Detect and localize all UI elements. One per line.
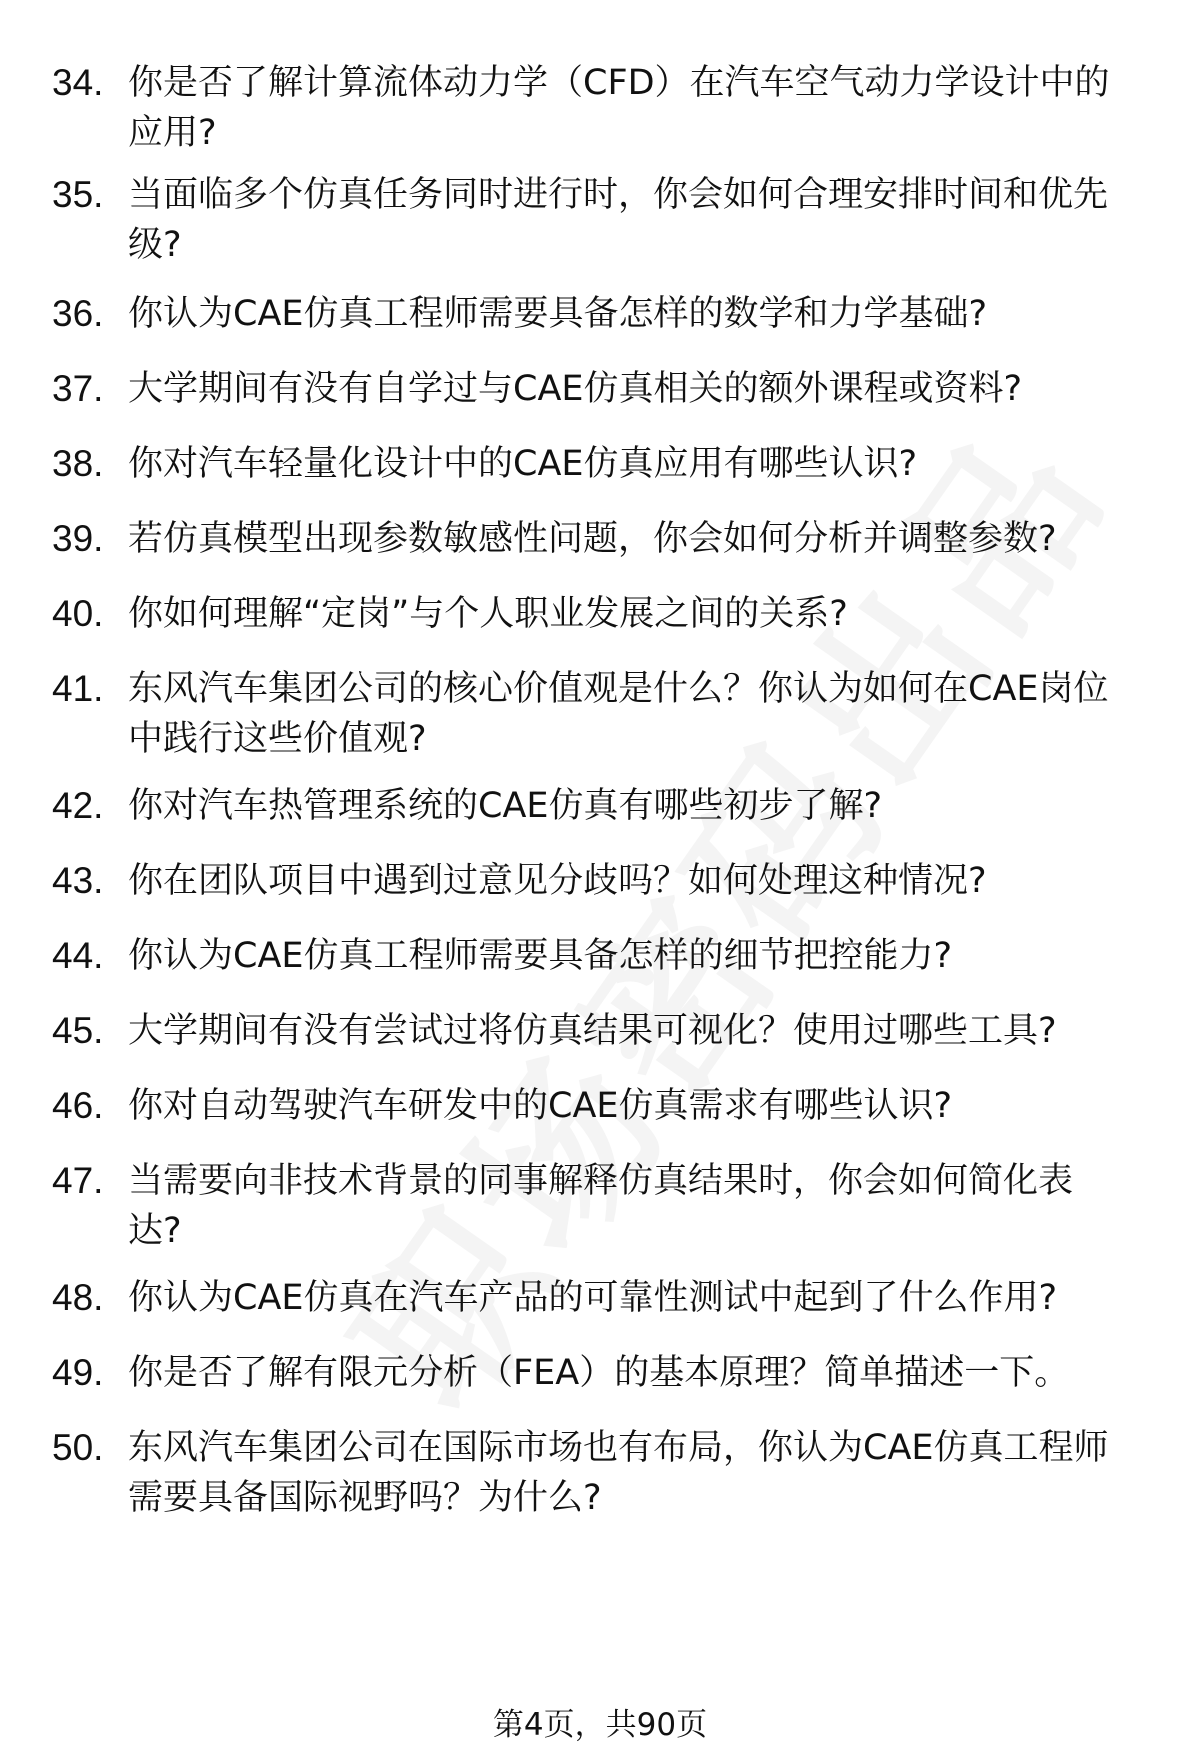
question-number: 37. [52,368,104,409]
question-number: 45. [52,1010,104,1051]
question-line: 达? [128,1211,182,1251]
question-number: 46. [52,1085,104,1126]
question-text [128,514,1138,564]
question-line: 大学期间有没有尝试过将仿真结果可视化？使用过哪些工具? [128,1011,1057,1051]
question-text [128,58,1138,158]
question-line: 你认为CAE仿真在汽车产品的可靠性测试中起到了什么作用? [128,1278,1058,1318]
question-line: 你认为CAE仿真工程师需要具备怎样的数学和力学基础? [128,294,988,334]
question-line: 东风汽车集团公司在国际市场也有布局，你认为CAE仿真工程师 [128,1428,1109,1468]
question-line: 当面临多个仿真任务同时进行时，你会如何合理安排时间和优先 [128,175,1109,215]
question-text [128,589,1138,639]
question-text [128,364,1138,414]
question-number: 47. [52,1160,104,1201]
question-line: 你在团队项目中遇到过意见分歧吗？如何处理这种情况? [128,861,987,901]
question-line: 东风汽车集团公司的核心价值观是什么？你认为如何在CAE岗位 [128,669,1109,709]
question-number: 34. [52,62,104,103]
question-text [128,1423,1138,1523]
question-text [128,289,1138,339]
question-text [128,856,1138,906]
question-number: 40. [52,593,104,634]
question-text [128,1006,1138,1056]
question-text [128,1156,1138,1256]
question-text [128,170,1138,270]
question-text [128,931,1138,981]
question-line: 你是否了解有限元分析（FEA）的基本原理？简单描述一下。 [128,1353,1070,1393]
question-number: 48. [52,1277,104,1318]
question-number: 50. [52,1427,104,1468]
question-number: 44. [52,935,104,976]
question-number: 39. [52,518,104,559]
question-line: 你对汽车热管理系统的CAE仿真有哪些初步了解? [128,786,883,826]
question-text [128,1273,1138,1323]
question-number: 38. [52,443,104,484]
question-number: 41. [52,668,104,709]
question-line: 需要具备国际视野吗？为什么? [128,1478,602,1518]
question-number: 35. [52,174,104,215]
page-footer: 第4页，共90页 [492,1707,708,1743]
question-line: 中践行这些价值观? [128,719,427,759]
question-line: 你认为CAE仿真工程师需要具备怎样的细节把控能力? [128,936,953,976]
question-line: 你是否了解计算流体动力学（CFD）在汽车空气动力学设计中的 [128,63,1110,103]
question-text [128,664,1138,764]
question-line: 大学期间有没有自学过与CAE仿真相关的额外课程或资料? [128,369,1023,409]
question-line: 若仿真模型出现参数敏感性问题，你会如何分析并调整参数? [128,519,1057,559]
question-line: 你如何理解“定岗”与个人职业发展之间的关系? [128,594,848,634]
question-number: 36. [52,293,104,334]
question-line: 级? [128,225,182,265]
question-line: 当需要向非技术背景的同事解释仿真结果时，你会如何简化表 [128,1161,1074,1201]
question-text [128,1081,1138,1131]
question-number: 43. [52,860,104,901]
question-text [128,781,1138,831]
question-number: 49. [52,1352,104,1393]
question-text [128,439,1138,489]
question-line: 你对自动驾驶汽车研发中的CAE仿真需求有哪些认识? [128,1086,953,1126]
question-number: 42. [52,785,104,826]
question-text [128,1348,1138,1398]
question-line: 你对汽车轻量化设计中的CAE仿真应用有哪些认识? [128,444,918,484]
question-line: 应用? [128,113,217,153]
